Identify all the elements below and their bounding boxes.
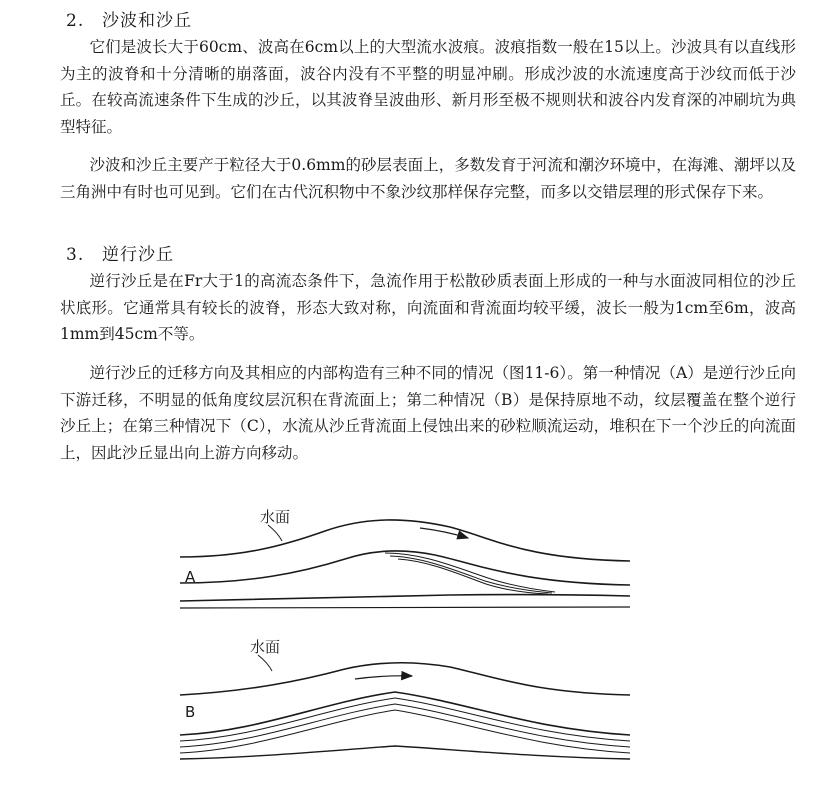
panel-b-water-surface [180,663,630,695]
antidune-diagram [150,495,670,775]
panel-a-leader-line [268,525,282,541]
section-3-heading [66,240,174,265]
panel-b-leader-line [258,655,272,671]
panel-a-water-surface [180,520,630,561]
panel-b-base-line [180,746,630,759]
panel-a-base-line-2 [180,607,630,608]
section-3-number: 3. [66,245,85,265]
panel-a-lamina-1 [385,553,555,592]
section-2-paragraph-1: 它们是波长大于60cm、波高在6cm以上的大型流水波痕。波痕指数一般在15以上。沙波具有以直线形为主的波脊和十分清晰的崩落面，波谷内没有不平整的明显冲刷。形成沙波的水流速度高于沙纹而低于沙丘。在较高流速条件下生成的沙丘，以其波脊呈波曲形、新月形至极不规则状和波谷内发育深的冲刷坑为典型特征。 [60,38,796,136]
section-2-title: 沙波和沙丘 [102,11,192,31]
panel-b-bed-surface [180,692,630,735]
panel-b-lamina-1 [180,698,630,741]
section-3-paragraph-1: 逆行沙丘是在Fr大于1的高流态条件下，急流作用于松散砂质表面上形成的一种与水面波同相位的沙丘状底形。它通常具有较长的波脊，形态大致对称，向流面和背流面均较平缓，波长一般为1cm至6m，波高1mm到45cm不等。 [60,272,796,343]
panel-b-label: B [185,703,196,721]
panel-a [180,508,630,608]
panel-b-water-label: 水面 [250,638,281,656]
figure-11-6 [150,495,670,775]
panel-b-flow-arrow [355,676,412,679]
section-2-number: 2. [66,11,85,31]
section-2-heading [66,6,192,31]
panel-a-water-label: 水面 [260,508,291,526]
panel-b [180,638,630,759]
section-3-title: 逆行沙丘 [102,245,174,265]
section-2-paragraph-2: 沙波和沙丘主要产于粒径大于0.6mm的砂层表面上，多数发育于河流和潮汐环境中，在海滩、潮坪以及三角洲中有时也可见到。它们在古代沉积物中不象沙纹那样保存完整，而多以交错层理的形式保存下来。 [60,156,796,201]
section-3-paragraph-2: 逆行沙丘的迁移方向及其相应的内部构造有三种不同的情况（图11-6）。第一种情况（A）是逆行沙丘向下游迁移，不明显的低角度纹层沉积在背流面上；第二种情况（B）是保持原地不动，纹层覆盖在整个逆行沙丘上；在第三种情况下（C），水流从沙丘背流面上侵蚀出来的砂粒顺流运动，堆积在下一个沙丘的向流面上，因此沙丘显出向上游方向移动。 [60,364,796,462]
panel-a-base-line [180,595,630,601]
panel-a-label: A [185,568,196,586]
